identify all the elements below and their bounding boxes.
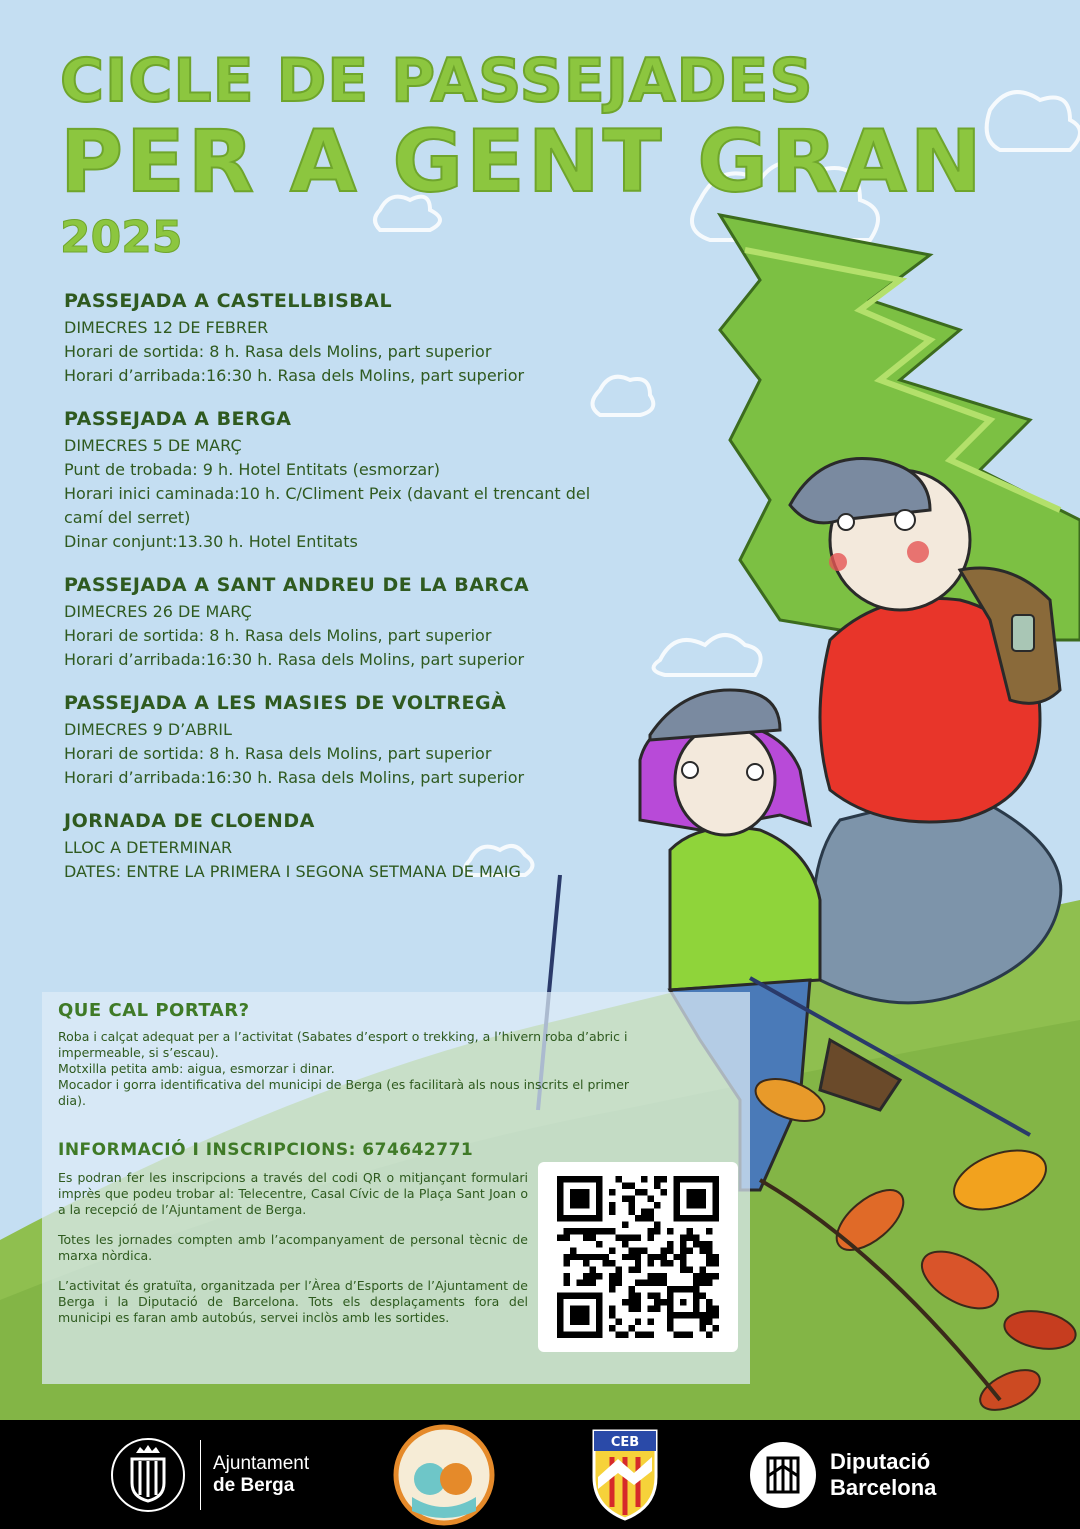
walk-detail: Horari d’arribada:16:30 h. Rasa dels Molins, part superior [64, 366, 525, 385]
registration-info-section [58, 1140, 528, 1340]
title-line-1: CICLE DE PASSEJADES [60, 46, 814, 116]
walk-date: DIMECRES 26 DE MARÇ [64, 602, 252, 621]
walk-detail: camí del serret) [64, 508, 191, 527]
walk-masies-voltrega [64, 692, 654, 790]
list-item [58, 1029, 638, 1061]
walk-sant-andreu [64, 574, 654, 672]
walk-schedule [64, 290, 654, 904]
walk-detail: Punt de trobada: 9 h. Hotel Entitats (esmorzar) [64, 460, 440, 479]
diputacio-emblem-icon [748, 1440, 818, 1510]
walk-date: DIMECRES 5 DE MARÇ [64, 436, 242, 455]
walk-dates: DATES: ENTRE LA PRIMERA I SEGONA SETMANA DE MAIG [64, 862, 521, 881]
walk-detail: Horari d’arribada:16:30 h. Rasa dels Molins, part superior [64, 768, 525, 787]
ceb-logo [590, 1420, 660, 1529]
title-line-2: PER A GENT GRAN [60, 112, 985, 212]
guide-paragraph: Totes les jornades compten amb l’acompanyament de personal tècnic de marxa nòrdica. [58, 1232, 528, 1263]
organizer-paragraph: L’activitat és gratuïta, organitzada per l’Àrea d’Esports de l’Ajuntament de Berga i la Diputació de Barcelona. Tots els desplaçaments fora del municipi es faran amb autobús, servei inclòs amb les sortides. [58, 1278, 528, 1325]
registration-paragraph: Es podran fer les inscripcions a través del codi QR o mitjançant formulari imprès que podeu trobar al: Telecentre, Casal Cívic de la Plaça Sant Joan o a la recepció de l’Ajuntament de Berga. [58, 1170, 528, 1217]
diputacio-line-1: Diputació [830, 1448, 931, 1474]
walk-date: DIMECRES 12 DE FEBRER [64, 318, 269, 337]
list-item [58, 1061, 638, 1077]
walk-title: JORNADA DE CLOENDA [64, 810, 315, 832]
vull-esport-logo [392, 1420, 496, 1529]
walk-berga [64, 408, 654, 554]
ajuntament-berga-logo [108, 1420, 309, 1529]
walk-title: PASSEJADA A SANT ANDREU DE LA BARCA [64, 574, 530, 596]
poster-title [60, 48, 985, 266]
walk-date: DIMECRES 9 D’ABRIL [64, 720, 232, 739]
walk-title: PASSEJADA A LES MASIES DE VOLTREGÀ [64, 692, 507, 714]
ceb-shield-icon [590, 1427, 660, 1523]
diputacio-barcelona-logo [748, 1420, 936, 1529]
berga-coat-of-arms-icon [108, 1435, 188, 1515]
what-to-bring-section [58, 1000, 638, 1109]
what-to-bring-list [58, 1029, 638, 1109]
diputacio-name [818, 1449, 936, 1501]
walk-detail: Horari d’arribada:16:30 h. Rasa dels Molins, part superior [64, 650, 525, 669]
sponsor-footer [0, 1420, 1080, 1529]
walk-detail: Horari de sortida: 8 h. Rasa dels Molins, part superior [64, 626, 492, 645]
walk-title: PASSEJADA A BERGA [64, 408, 292, 430]
walk-title: PASSEJADA A CASTELLBISBAL [64, 290, 393, 312]
ajuntament-name [213, 1453, 309, 1497]
registration-title: INFORMACIÓ I INSCRIPCIONS: 674642771 [58, 1140, 474, 1160]
what-to-bring-title: QUE CAL PORTAR? [58, 1000, 250, 1021]
diputacio-line-2: Barcelona [830, 1474, 937, 1500]
registration-qr-code[interactable] [538, 1162, 738, 1352]
title-year: 2025 [60, 212, 183, 263]
vull-esport-badge-icon [392, 1423, 496, 1527]
closing-event [64, 810, 654, 884]
ajuntament-line-2: de Berga [213, 1474, 295, 1496]
walk-detail: Horari de sortida: 8 h. Rasa dels Molins, part superior [64, 342, 492, 361]
bring-item-text: Motxilla petita amb: aigua, esmorzar i dinar. [58, 1061, 335, 1076]
walk-detail: Horari de sortida: 8 h. Rasa dels Molins, part superior [64, 744, 492, 763]
ceb-text: CEB [610, 1434, 640, 1450]
info-panel [42, 992, 750, 1384]
bring-item-text: Roba i calçat adequat per a l’activitat (Sabates d’esport o trekking, a l’hivern roba d’abric i impermeable, si s’escau). [58, 1029, 628, 1060]
qr-code-icon [554, 1176, 722, 1338]
ajuntament-line-1: Ajuntament [213, 1452, 310, 1474]
bring-item-text: Mocador i gorra identificativa del municipi de Berga (es facilitarà als nous inscrits el primer dia). [58, 1077, 630, 1108]
walk-castellbisbal [64, 290, 654, 388]
list-item [58, 1077, 638, 1109]
divider [200, 1440, 201, 1510]
walk-location: LLOC A DETERMINAR [64, 838, 233, 857]
walk-detail: Horari inici caminada:10 h. C/Climent Peix (davant el trencant del [64, 484, 591, 503]
walk-detail: Dinar conjunt:13.30 h. Hotel Entitats [64, 532, 358, 551]
